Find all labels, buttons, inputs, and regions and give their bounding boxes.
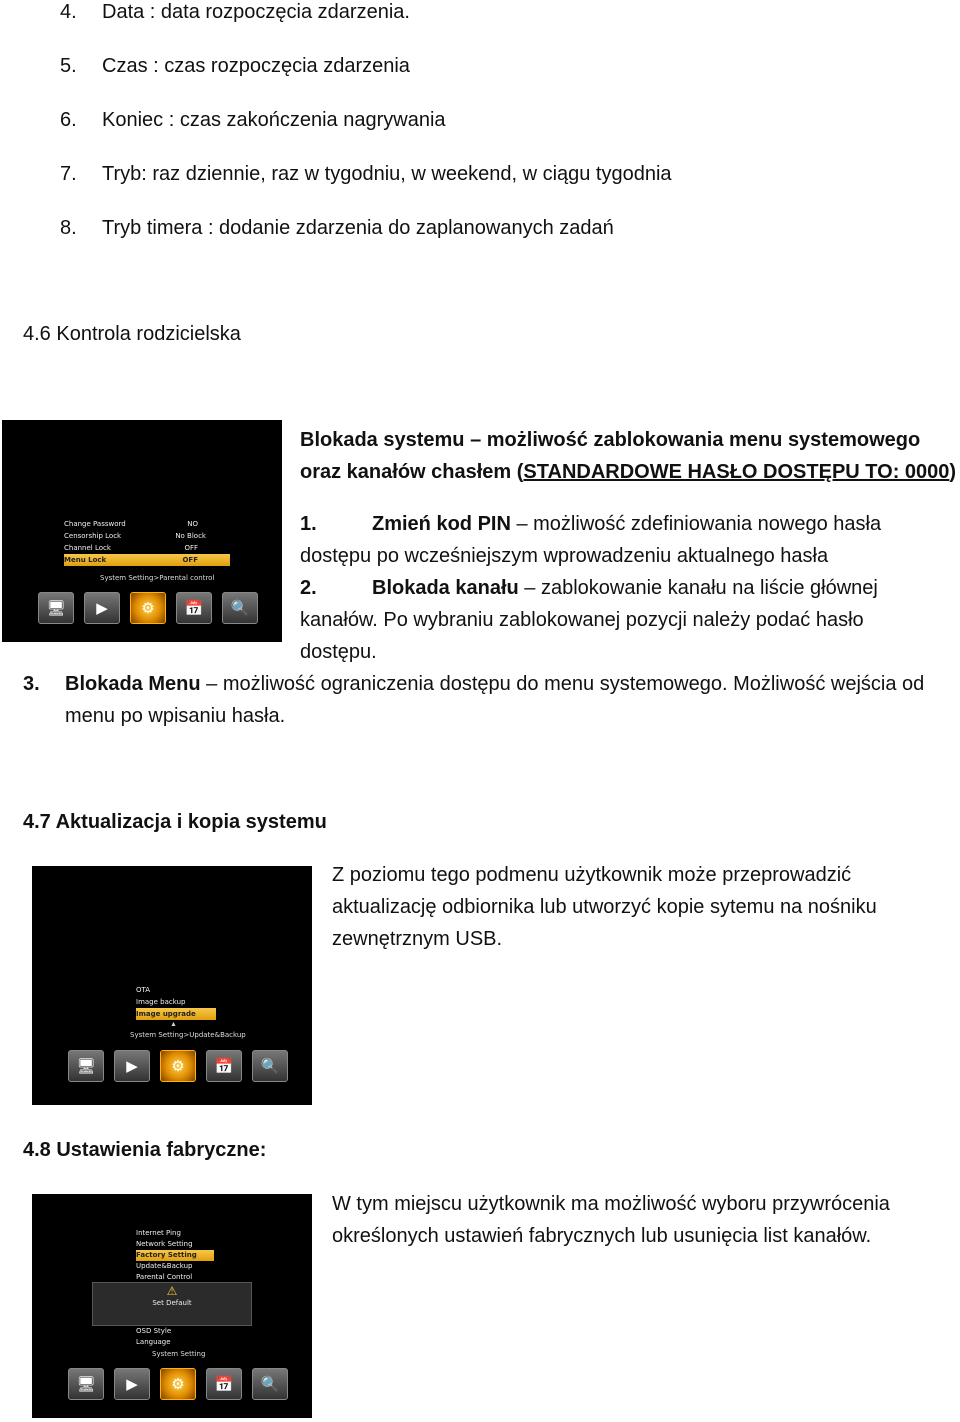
section-heading-4-8: 4.8 Ustawienia fabryczne:: [23, 1139, 267, 1161]
monitor-icon: 🖥: [68, 1368, 104, 1400]
tv-menu-row: Update&Backup: [136, 1262, 193, 1270]
tv-menu-row-selected: Menu Lock OFF: [64, 554, 230, 566]
tv-icon-bar: [68, 1050, 288, 1082]
media-icon: ▶: [114, 1368, 150, 1400]
tv-menu-row: Network Setting: [136, 1240, 193, 1248]
tv-breadcrumb: System Setting: [152, 1350, 206, 1358]
media-icon: ▶: [84, 592, 120, 624]
section-heading-4-7: 4.7 Aktualizacja i kopia systemu: [23, 811, 327, 833]
settings-gear-icon: ⚙: [160, 1050, 196, 1082]
search-folder-icon: 🔍: [222, 592, 258, 624]
tv-breadcrumb: System Setting>Update&Backup: [130, 1031, 246, 1039]
tv-menu-row: Censorship Lock No Block: [64, 532, 206, 540]
tv-menu: [64, 518, 230, 566]
settings-gear-icon: ⚙: [130, 592, 166, 624]
list-item: 6. Koniec : czas zakończenia nagrywania: [60, 109, 446, 131]
tv-menu: [136, 984, 216, 1020]
settings-gear-icon: ⚙: [160, 1368, 196, 1400]
tv-menu-row: Channel Lock OFF: [64, 544, 198, 552]
tv-screenshot-parental-control: [2, 420, 282, 642]
list-item: 8. Tryb timera : dodanie zdarzenia do zaplanowanych zadań: [60, 217, 614, 239]
calendar-icon: 📅: [206, 1368, 242, 1400]
search-folder-icon: 🔍: [252, 1368, 288, 1400]
section-4-6-item-2: 2. Blokada kanału – zablokowanie kanału na liście głównej kanałów. Po wybraniu zablokowanej pozycji należy podać hasło dostępu.: [300, 577, 878, 663]
tv-menu-row: Image backup: [136, 998, 186, 1006]
warning-icon: ⚠: [166, 1284, 178, 1298]
section-heading-4-6: 4.6 Kontrola rodzicielska: [23, 323, 241, 345]
tv-menu-row: Parental Control: [136, 1273, 193, 1281]
tv-menu-lower: [136, 1326, 214, 1348]
tv-menu-row-selected: Factory Setting: [136, 1250, 214, 1261]
list-item: 7. Tryb: raz dziennie, raz w tygodniu, w weekend, w ciągu tygodnia: [60, 163, 672, 185]
tv-menu-row-selected: Image upgrade: [136, 1008, 216, 1020]
monitor-icon: 🖥: [38, 592, 74, 624]
calendar-icon: 📅: [176, 592, 212, 624]
monitor-icon: 🖥: [68, 1050, 104, 1082]
list-item: 4. Data : data rozpoczęcia zdarzenia.: [60, 1, 410, 23]
section-4-6-intro: Blokada systemu – możliwość zablokowania menu systemowego oraz kanałów chasłem (STANDARDOWE HASŁO DOSTĘPU TO: 0000): [300, 429, 957, 483]
calendar-icon: 📅: [206, 1050, 242, 1082]
tv-menu-row: OSD Style: [136, 1327, 172, 1335]
tv-menu-row: Language: [136, 1338, 171, 1346]
tv-breadcrumb: System Setting>Parental control: [100, 574, 215, 582]
media-icon: ▶: [114, 1050, 150, 1082]
tv-menu-row: Internet Ping: [136, 1229, 181, 1237]
tv-menu: [136, 1228, 214, 1283]
tv-icon-bar: [38, 592, 258, 624]
section-4-8-text: W tym miejscu użytkownik ma możliwość wyboru przywrócenia określonych ustawień fabrycznych lub usunięcia list kanałów.: [332, 1193, 890, 1247]
search-folder-icon: 🔍: [252, 1050, 288, 1082]
section-4-6-item-3: 3. Blokada Menu – możliwość ograniczenia dostępu do menu systemowego. Możliwość wejścia od menu po wpisaniu hasła.: [23, 673, 925, 727]
tv-screenshot-factory-setting: [32, 1194, 312, 1418]
tv-menu-row: Change Password NO: [64, 520, 198, 528]
section-4-7-text: Z poziomu tego podmenu użytkownik może przeprowadzić aktualizację odbiornika lub utworzyć kopie sytemu na nośniku zewnętrznym USB.: [332, 864, 877, 950]
section-4-6-item-1: 1. Zmień kod PIN – możliwość zdefiniowania nowego hasła dostępu po wcześniejszym wprowadzeniu aktualnego hasła: [300, 513, 882, 567]
tv-menu-row: OTA: [136, 986, 151, 994]
list-item: 5. Czas : czas rozpoczęcia zdarzenia: [60, 55, 410, 77]
set-default-dialog: ⚠ Set Default: [92, 1282, 252, 1326]
tv-screenshot-update-backup: [32, 866, 312, 1105]
tv-icon-bar: [68, 1368, 288, 1400]
down-arrow-icon: ▲: [170, 1021, 177, 1028]
